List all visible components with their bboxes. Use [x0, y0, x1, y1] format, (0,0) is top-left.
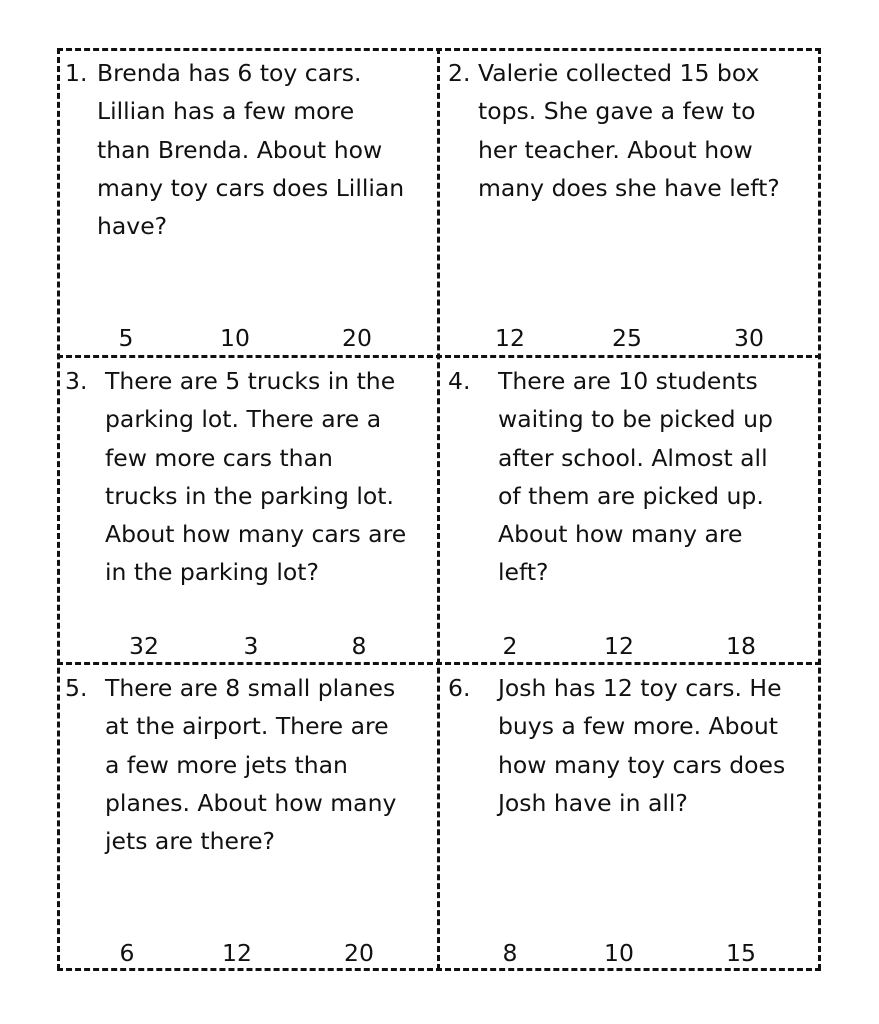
question-line: Josh have in all?: [498, 788, 688, 817]
question-number: 5.: [65, 674, 88, 702]
question-text: [448, 362, 816, 592]
question-line: trucks in the parking lot.: [105, 481, 394, 510]
question-line: Valerie collected 15 box: [478, 59, 760, 87]
question-line: There are 8 small planes: [105, 674, 396, 702]
answer-choice[interactable]: 25: [612, 324, 642, 352]
answer-choice[interactable]: 20: [342, 324, 372, 352]
task-card-sheet: [57, 48, 821, 970]
answer-choice[interactable]: 18: [726, 632, 756, 660]
answer-choices: [438, 323, 820, 353]
question-line: Josh has 12 toy cars. He: [498, 674, 782, 702]
question-line: few more cars than: [105, 443, 333, 472]
question-line: Lillian has a few more: [97, 97, 355, 126]
task-card-6: [438, 663, 820, 970]
answer-choices: [57, 938, 439, 968]
question-line: waiting to be picked up: [498, 405, 773, 434]
question-text: [65, 54, 435, 245]
question-text: [448, 54, 816, 207]
question-text: [65, 362, 435, 592]
answer-choice[interactable]: 12: [495, 324, 525, 352]
question-line: buys a few more. About: [498, 712, 779, 741]
question-number: 4.: [448, 367, 471, 395]
answer-choice[interactable]: 5: [118, 324, 134, 352]
question-line: left?: [498, 558, 549, 587]
task-card-5: [57, 663, 439, 970]
question-line: many does she have left?: [478, 173, 780, 202]
answer-choice[interactable]: 8: [351, 632, 367, 660]
answer-choice[interactable]: 32: [129, 632, 159, 660]
answer-choice[interactable]: 6: [119, 939, 135, 967]
task-card-1: [57, 48, 439, 355]
question-line: after school. Almost all: [498, 443, 768, 472]
question-line: There are 10 students: [498, 367, 758, 395]
question-line: many toy cars does Lillian: [97, 173, 405, 202]
task-card-4: [438, 356, 820, 663]
answer-choice[interactable]: 12: [222, 939, 252, 967]
answer-choices: [57, 323, 439, 353]
answer-choice[interactable]: 2: [502, 632, 518, 660]
answer-choice[interactable]: 30: [734, 324, 764, 352]
answer-choices: [57, 631, 439, 661]
question-line: jets are there?: [105, 827, 276, 856]
answer-choice[interactable]: 3: [243, 632, 259, 660]
question-number: 3.: [65, 367, 88, 395]
question-number: 6.: [448, 674, 471, 702]
question-line: of them are picked up.: [498, 481, 764, 510]
task-card-3: [57, 356, 439, 663]
task-card-2: [438, 48, 820, 355]
question-line: her teacher. About how: [478, 135, 753, 164]
answer-choice[interactable]: 15: [726, 939, 756, 967]
answer-choice[interactable]: 10: [604, 939, 634, 967]
question-line: planes. About how many: [105, 788, 397, 817]
answer-choice[interactable]: 8: [502, 939, 518, 967]
answer-choice[interactable]: 10: [220, 324, 250, 352]
question-line: a few more jets than: [105, 750, 348, 779]
question-line: how many toy cars does: [498, 750, 786, 779]
answer-choice[interactable]: 20: [344, 939, 374, 967]
answer-choice[interactable]: 12: [604, 632, 634, 660]
question-line: Brenda has 6 toy cars.: [97, 59, 362, 87]
question-line: parking lot. There are a: [105, 405, 382, 434]
question-line: have?: [97, 212, 168, 241]
question-number: 2.: [448, 59, 471, 87]
answer-choices: [438, 631, 820, 661]
question-line: About how many cars are: [105, 520, 407, 549]
question-line: About how many are: [498, 520, 743, 549]
question-text: [65, 669, 435, 860]
question-text: [448, 669, 816, 822]
question-number: 1.: [65, 59, 88, 87]
answer-choices: [438, 938, 820, 968]
question-line: in the parking lot?: [105, 558, 319, 587]
question-line: tops. She gave a few to: [478, 97, 756, 126]
question-line: There are 5 trucks in the: [105, 367, 396, 395]
question-line: than Brenda. About how: [97, 135, 383, 164]
question-line: at the airport. There are: [105, 712, 389, 741]
